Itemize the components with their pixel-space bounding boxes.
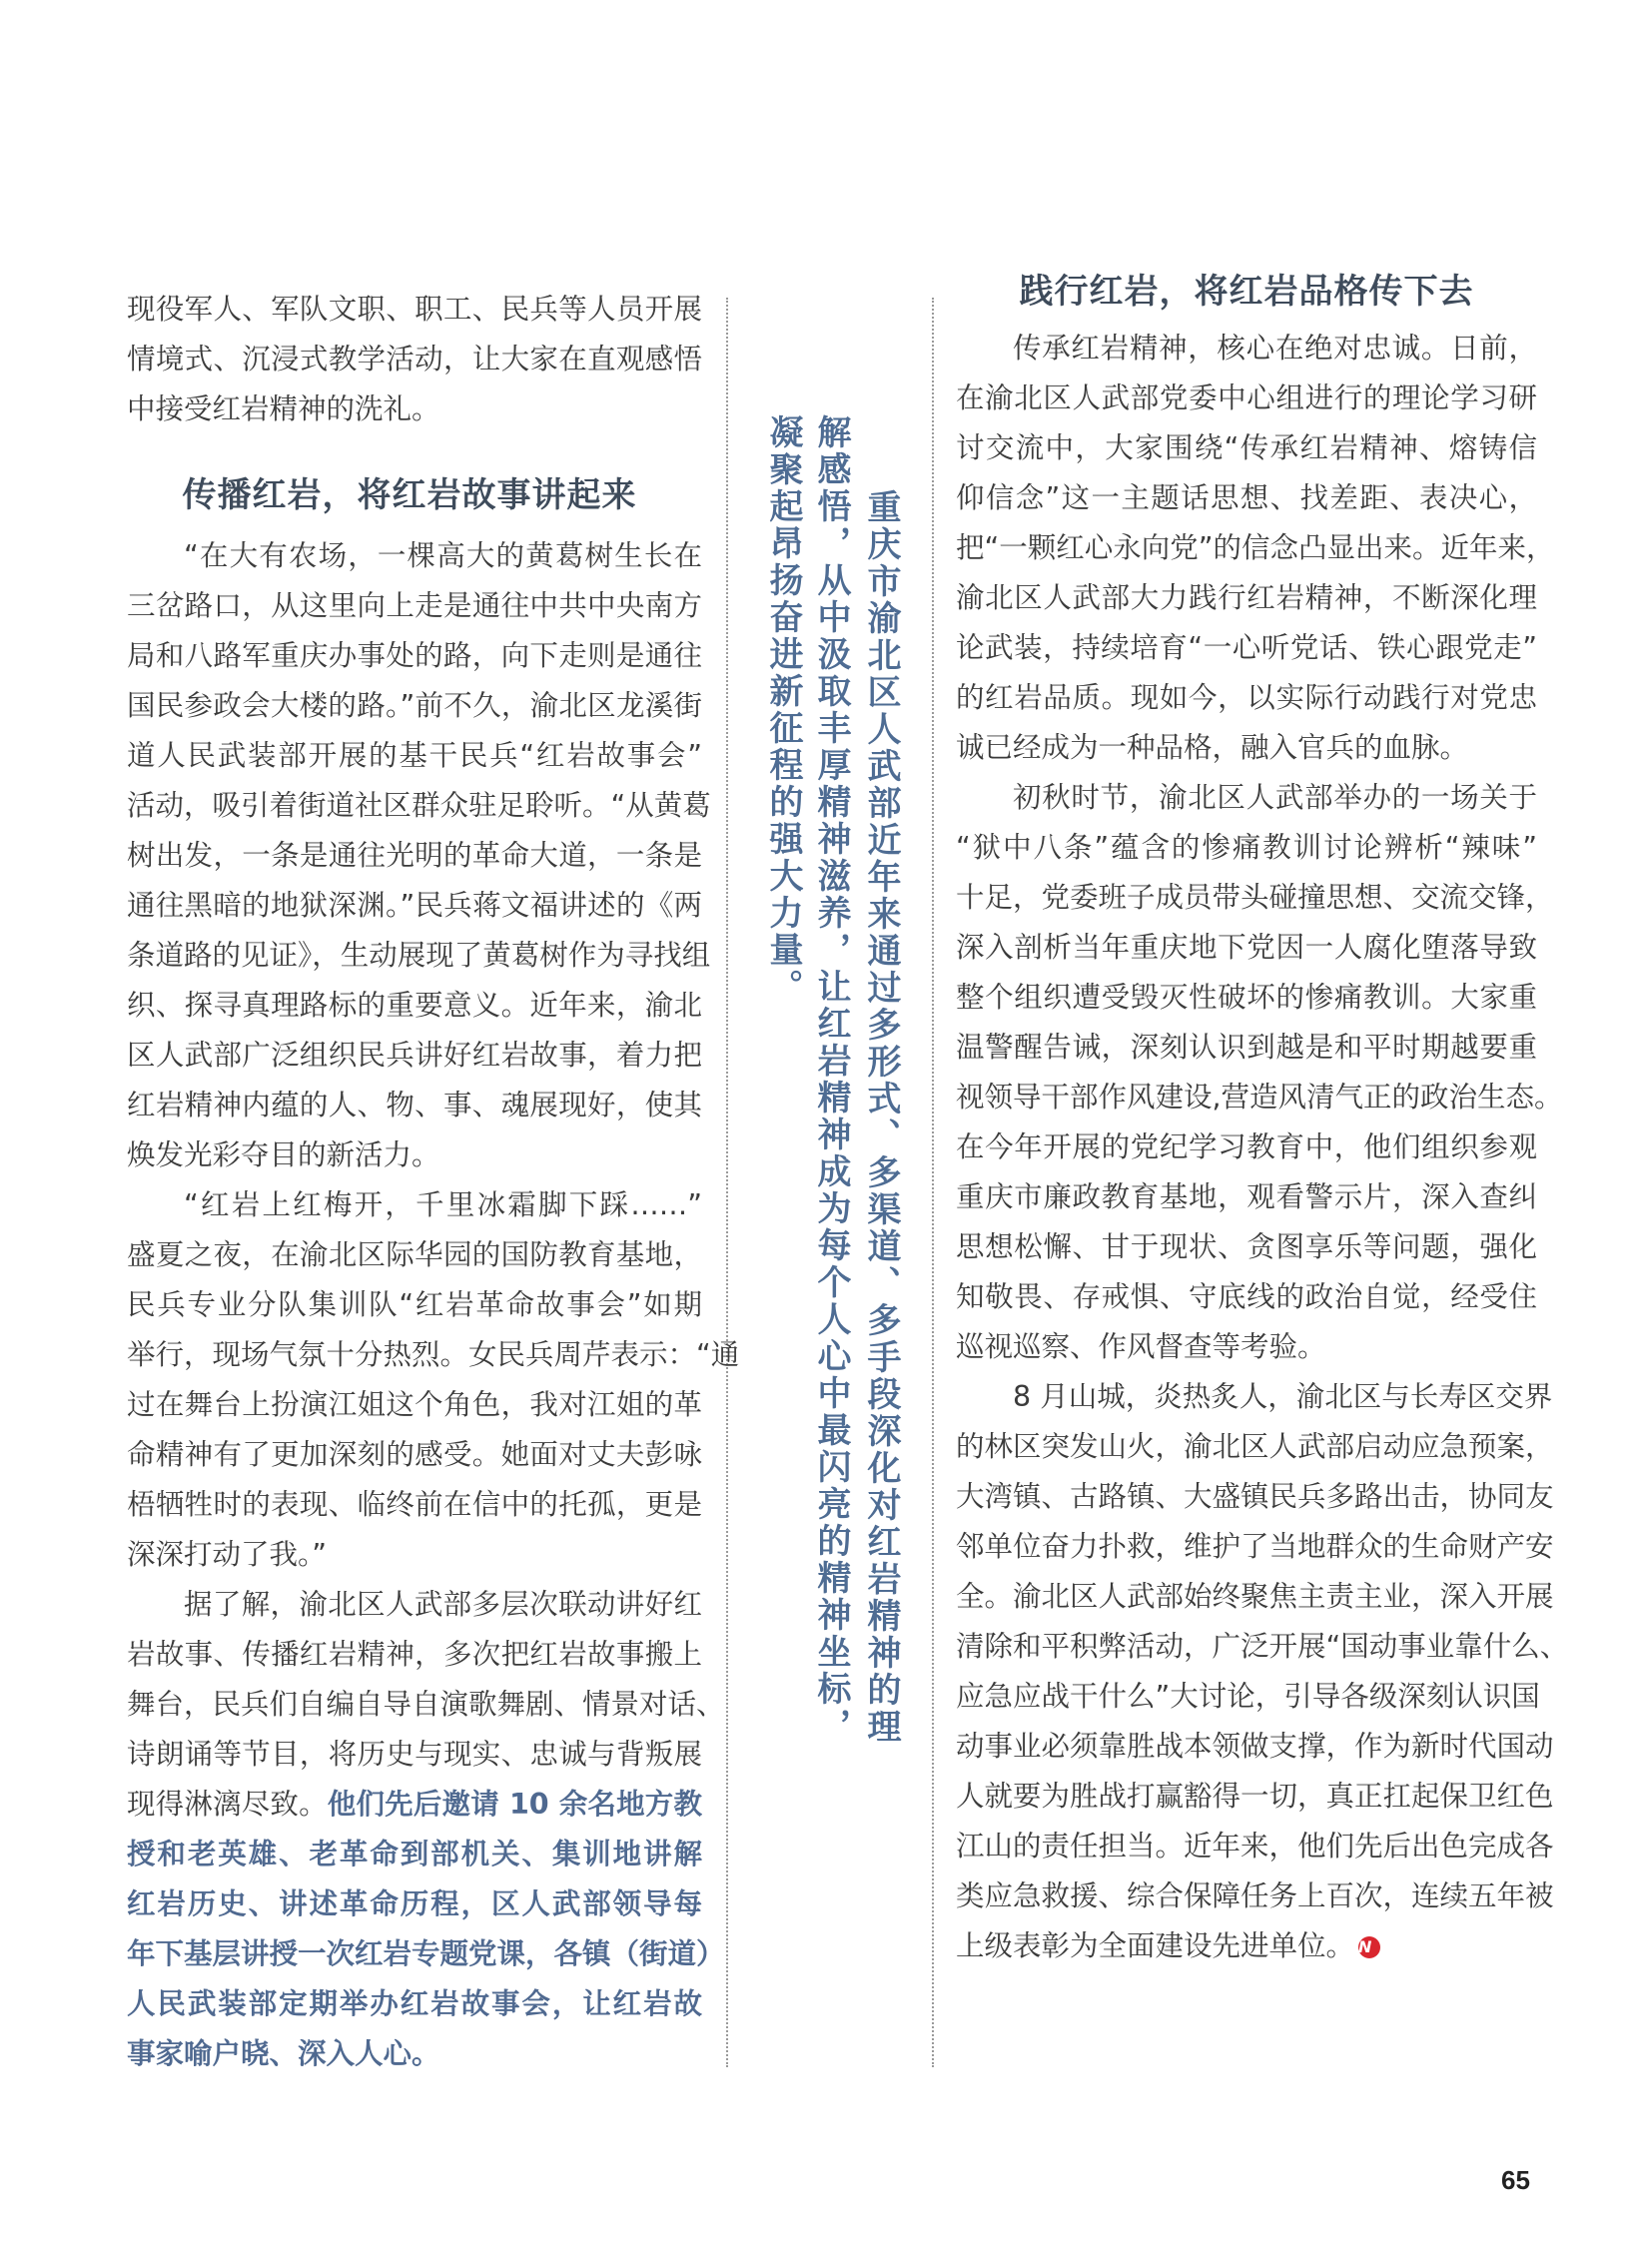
left-column [127, 285, 740, 2079]
page-number: 65 [1501, 2165, 1530, 2195]
text-line: 类应急救援、综合保障任务上百次，连续五年被 [956, 1879, 1554, 1912]
column-divider-right [932, 298, 934, 2067]
text-line: 在渝北区人武部党委中心组进行的理论学习研 [956, 381, 1537, 414]
text-line: 在今年开展的党纪学习教育中，他们组织参观 [956, 1130, 1537, 1163]
paragraph [127, 1180, 740, 1580]
pull-quote-column-3: 凝聚起昂扬奋进新征程的强大力量。 [763, 414, 803, 1006]
text-line: 织、探寻真理路标的重要意义。近年来，渝北 [127, 989, 702, 1022]
text-line: “在大有农场，一棵高大的黄葛树生长在 [184, 539, 702, 572]
plain-text: 现得淋漓尽致。 [127, 1788, 328, 1821]
text-line: 中接受红岩精神的洗礼。 [127, 392, 440, 425]
paragraph [127, 1580, 725, 2079]
magazine-logo-icon: N [1358, 1936, 1380, 1958]
text-line: 传承红岩精神，核心在绝对忠诚。日前， [1013, 332, 1537, 365]
text-line: 动事业必须靠胜战本领做支撑，作为新时代国动 [956, 1730, 1554, 1763]
text-line: 岩故事、传播红岩精神，多次把红岩故事搬上 [127, 1638, 702, 1671]
final-text: 上级表彰为全面建设先进单位。 [956, 1929, 1355, 1962]
text-line: 三岔路口，从这里向上走是通往中共中央南方 [127, 589, 702, 622]
text-line: 的林区突发山火，渝北区人武部启动应急预案， [956, 1430, 1554, 1463]
text-line: 8 月山城，炎热炙人，渝北区与长寿区交界 [1013, 1380, 1553, 1413]
text-line: 举行，现场气氛十分热烈。女民兵周芹表示：“通 [127, 1338, 740, 1371]
section-heading: 传播红岩，将红岩故事讲起来 [182, 475, 637, 515]
text-line: 据了解，渝北区人武部多层次联动讲好红 [184, 1588, 702, 1621]
text-line: 知敬畏、存戒惧、守底线的政治自觉，经受住 [956, 1280, 1537, 1313]
text-line: 人就要为胜战打赢豁得一切，真正扛起保卫红色 [956, 1780, 1554, 1813]
text-line: 邻单位奋力扑救，维护了当地群众的生命财产安 [956, 1530, 1554, 1563]
text-line: 的红岩品质。现如今，以实际行动践行对党忠 [956, 681, 1537, 714]
text-line: 命精神有了更加深刻的感受。她面对丈夫彭咏 [127, 1438, 702, 1471]
text-line: 深深打动了我。” [127, 1538, 328, 1571]
text-line: 思想松懈、甘于现状、贪图享乐等问题，强化 [956, 1230, 1537, 1263]
text-line: 仰信念”这一主题话思想、找差距、表决心， [956, 481, 1537, 514]
text-line: 诚已经成为一种品格，融入官兵的血脉。 [956, 731, 1469, 764]
text-line: 清除和平积弊活动，广泛开展“国动事业靠什么、 [956, 1630, 1569, 1663]
text-line: 温警醒告诫，深刻认识到越是和平时期越要重 [956, 1031, 1537, 1064]
text-line: 重庆市廉政教育基地，观看警示片，深入查纠 [956, 1180, 1537, 1213]
text-line: 应急应战干什么”大讨论，引导各级深刻认识国 [956, 1680, 1540, 1713]
text-line: 焕发光彩夺目的新活力。 [127, 1138, 440, 1171]
pull-quote-column-2: 解感悟，从中汲取丰厚精神滋养，让红岩精神成为每个人心中最闪亮的精神坐标， [811, 414, 851, 1745]
text-line: 江山的责任担当。近年来，他们先后出色完成各 [956, 1830, 1554, 1863]
text-line: 诗朗诵等节目，将历史与现实、忠诚与背叛展 [127, 1738, 702, 1771]
highlighted-line: 红岩历史、讲述革命历程，区人武部领导每 [127, 1887, 702, 1920]
text-line-final [956, 1921, 1537, 1971]
highlighted-line: 人民武装部定期举办红岩故事会，让红岩故 [127, 1987, 702, 2020]
paragraph [956, 773, 1563, 1372]
text-line: 民兵专业分队集训队“红岩革命故事会”如期 [127, 1288, 702, 1321]
highlighted-line: 授和老英雄、老革命到部机关、集训地讲解 [127, 1838, 702, 1870]
text-line: 视领导干部作风建设,营造风清气正的政治生态。 [956, 1081, 1563, 1114]
text-line: 局和八路军重庆办事处的路，向下走则是通往 [127, 639, 702, 672]
text-line: 梧牺牲时的表现、临终前在信中的托孤，更是 [127, 1488, 702, 1521]
text-line: “红岩上红梅开，千里冰霜脚下踩……” [184, 1188, 702, 1221]
text-line: 巡视巡察、作风督查等考验。 [956, 1330, 1326, 1363]
text-line: “狱中八条”蕴含的惨痛教训讨论辨析“辣味” [956, 831, 1537, 864]
text-line-mixed [127, 1780, 702, 1830]
highlighted-line: 年下基层讲授一次红岩专题党课，各镇（街道） [127, 1937, 725, 1970]
text-line: 情境式、沉浸式教学活动，让大家在直观感悟 [127, 343, 702, 375]
column-divider-left [726, 298, 728, 2067]
section-heading: 践行红岩，将红岩品格传下去 [1019, 272, 1474, 312]
text-line: 盛夏之夜，在渝北区际华园的国防教育基地， [127, 1238, 702, 1271]
text-line: 深入剖析当年重庆地下党因一人腐化堕落导致 [956, 931, 1537, 964]
text-line: 全。渝北区人武部始终聚焦主责主业，深入开展 [956, 1580, 1554, 1613]
text-line: 活动，吸引着街道社区群众驻足聆听。“从黄葛 [127, 789, 711, 822]
text-line: 初秋时节，渝北区人武部举办的一场关于 [1013, 781, 1537, 814]
text-line: 舞台，民兵们自编自导自演歌舞剧、情景对话、 [127, 1688, 725, 1721]
paragraph [956, 1372, 1569, 1971]
right-column [956, 272, 1569, 1971]
text-line: 十足，党委班子成员带头碰撞思想、交流交锋， [956, 881, 1554, 914]
text-line: 条道路的见证》，生动展现了黄葛树作为寻找组 [127, 939, 711, 972]
paragraph [956, 324, 1555, 773]
highlighted-text: 他们先后邀请 10 余名地方教 [327, 1788, 702, 1821]
text-line: 大湾镇、古路镇、大盛镇民兵多路出击，协同友 [956, 1480, 1554, 1513]
text-line: 红岩精神内蕴的人、物、事、魂展现好，使其 [127, 1089, 702, 1121]
text-line: 整个组织遭受毁灭性破坏的惨痛教训。大家重 [956, 981, 1537, 1014]
text-line: 通往黑暗的地狱深渊。”民兵蒋文福讲述的《两 [127, 889, 702, 922]
text-line: 讨交流中，大家围绕“传承红岩精神、熔铸信 [956, 431, 1537, 464]
text-line: 现役军人、军队文职、职工、民兵等人员开展 [127, 293, 702, 326]
paragraph [127, 531, 711, 1180]
text-line: 论武装，持续培育“一心听党话、铁心跟党走” [956, 631, 1537, 664]
text-line: 过在舞台上扮演江姐这个角色，我对江姐的革 [127, 1388, 702, 1421]
text-line: 树出发，一条是通往光明的革命大道，一条是 [127, 839, 702, 872]
text-line: 区人武部广泛组织民兵讲好红岩故事，着力把 [127, 1039, 702, 1072]
intro-paragraph [127, 285, 702, 434]
text-line: 国民参政会大楼的路。”前不久，渝北区龙溪街 [127, 689, 702, 722]
text-line: 渝北区人武部大力践行红岩精神，不断深化理 [956, 581, 1537, 614]
text-line: 把“一颗红心永向党”的信念凸显出来。近年来， [956, 531, 1555, 564]
text-line: 道人民武装部开展的基干民兵“红岩故事会” [127, 739, 702, 772]
highlighted-line: 事家喻户晓、深入人心。 [127, 2037, 440, 2070]
pull-quote-column-1: 重庆市渝北区人武部近年来通过多形式、多渠道、多手段深化对红岩精神的理 [861, 489, 901, 1746]
